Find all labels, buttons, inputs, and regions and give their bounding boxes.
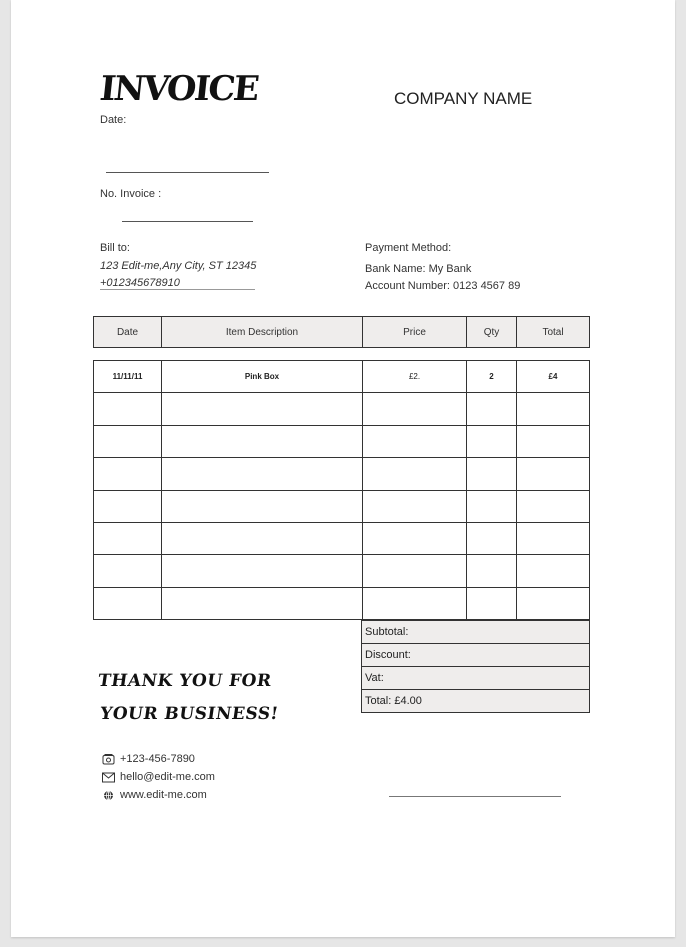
cell-description xyxy=(162,555,363,587)
cell-date xyxy=(94,587,162,619)
cell-total xyxy=(517,555,590,587)
email-text[interactable]: hello@edit-me.com xyxy=(120,771,215,783)
company-name: COMPANY NAME xyxy=(394,89,533,108)
bank-name: Bank Name: My Bank xyxy=(365,263,472,275)
bill-to-phone: +012345678910 xyxy=(100,277,180,289)
invoice-number-line xyxy=(122,221,253,222)
cell-total xyxy=(517,458,590,490)
globe-icon xyxy=(102,790,115,801)
table-row xyxy=(94,458,590,490)
vat-label: Vat: xyxy=(362,667,590,690)
cell-date: 11/11/11 xyxy=(94,361,162,393)
header-total: Total xyxy=(517,317,590,348)
header-price: Price xyxy=(363,317,467,348)
contact-website xyxy=(102,789,207,801)
header-description: Item Description xyxy=(162,317,363,348)
cell-date xyxy=(94,522,162,554)
cell-description xyxy=(162,458,363,490)
cell-price xyxy=(363,555,467,587)
invoice-page xyxy=(11,0,675,937)
items-table xyxy=(93,360,590,620)
cell-description xyxy=(162,425,363,457)
cell-qty xyxy=(467,587,517,619)
header-qty: Qty xyxy=(467,317,517,348)
cell-qty: 2 xyxy=(467,361,517,393)
cell-date xyxy=(94,458,162,490)
cell-description xyxy=(162,587,363,619)
contact-phone xyxy=(102,753,195,765)
cell-qty xyxy=(467,490,517,522)
contact-email xyxy=(102,771,215,783)
subtotal-label: Subtotal: xyxy=(362,621,590,644)
invoice-title: INVOICE xyxy=(97,69,260,109)
discount-label: Discount: xyxy=(362,644,590,667)
cell-qty xyxy=(467,522,517,554)
cell-price xyxy=(363,393,467,425)
cell-price xyxy=(363,587,467,619)
cell-total: £4 xyxy=(517,361,590,393)
items-header xyxy=(93,316,590,348)
cell-description: Pink Box xyxy=(162,361,363,393)
header-date: Date xyxy=(94,317,162,348)
cell-total xyxy=(517,522,590,554)
mail-icon xyxy=(102,772,115,783)
account-number: Account Number: 0123 4567 89 xyxy=(365,280,521,292)
cell-qty xyxy=(467,555,517,587)
bill-to-label: Bill to: xyxy=(100,242,130,254)
cell-qty xyxy=(467,425,517,457)
table-row xyxy=(94,555,590,587)
cell-date xyxy=(94,555,162,587)
bill-to-address: 123 Edit-me,Any City, ST 12345 xyxy=(100,260,257,272)
table-row xyxy=(94,587,590,619)
invoice-number-label: No. Invoice : xyxy=(100,188,162,200)
cell-description xyxy=(162,393,363,425)
table-row xyxy=(94,425,590,457)
thanks-line-1: THANK YOU FOR xyxy=(96,671,273,691)
cell-qty xyxy=(467,458,517,490)
cell-date xyxy=(94,490,162,522)
cell-description xyxy=(162,490,363,522)
phone-icon xyxy=(102,754,115,765)
cell-price xyxy=(363,458,467,490)
cell-total xyxy=(517,490,590,522)
bill-to-line xyxy=(100,289,255,290)
totals-table xyxy=(361,620,590,713)
cell-date xyxy=(94,393,162,425)
cell-total xyxy=(517,393,590,425)
date-label: Date: xyxy=(100,114,127,126)
cell-price: £2. xyxy=(363,361,467,393)
table-row xyxy=(94,393,590,425)
cell-date xyxy=(94,425,162,457)
cell-price xyxy=(363,522,467,554)
table-row xyxy=(94,522,590,554)
cell-total xyxy=(517,425,590,457)
website-text[interactable]: www.edit-me.com xyxy=(120,789,207,801)
signature-line xyxy=(389,796,561,797)
cell-qty xyxy=(467,393,517,425)
phone-text: +123-456-7890 xyxy=(120,753,195,765)
thanks-line-2: YOUR BUSINESS! xyxy=(98,704,280,724)
payment-method-label: Payment Method: xyxy=(365,242,452,254)
cell-total xyxy=(517,587,590,619)
cell-description xyxy=(162,522,363,554)
date-line xyxy=(106,172,269,173)
cell-price xyxy=(363,425,467,457)
cell-price xyxy=(363,490,467,522)
total-label: Total: £4.00 xyxy=(362,690,590,713)
table-row xyxy=(94,490,590,522)
table-row xyxy=(94,361,590,393)
